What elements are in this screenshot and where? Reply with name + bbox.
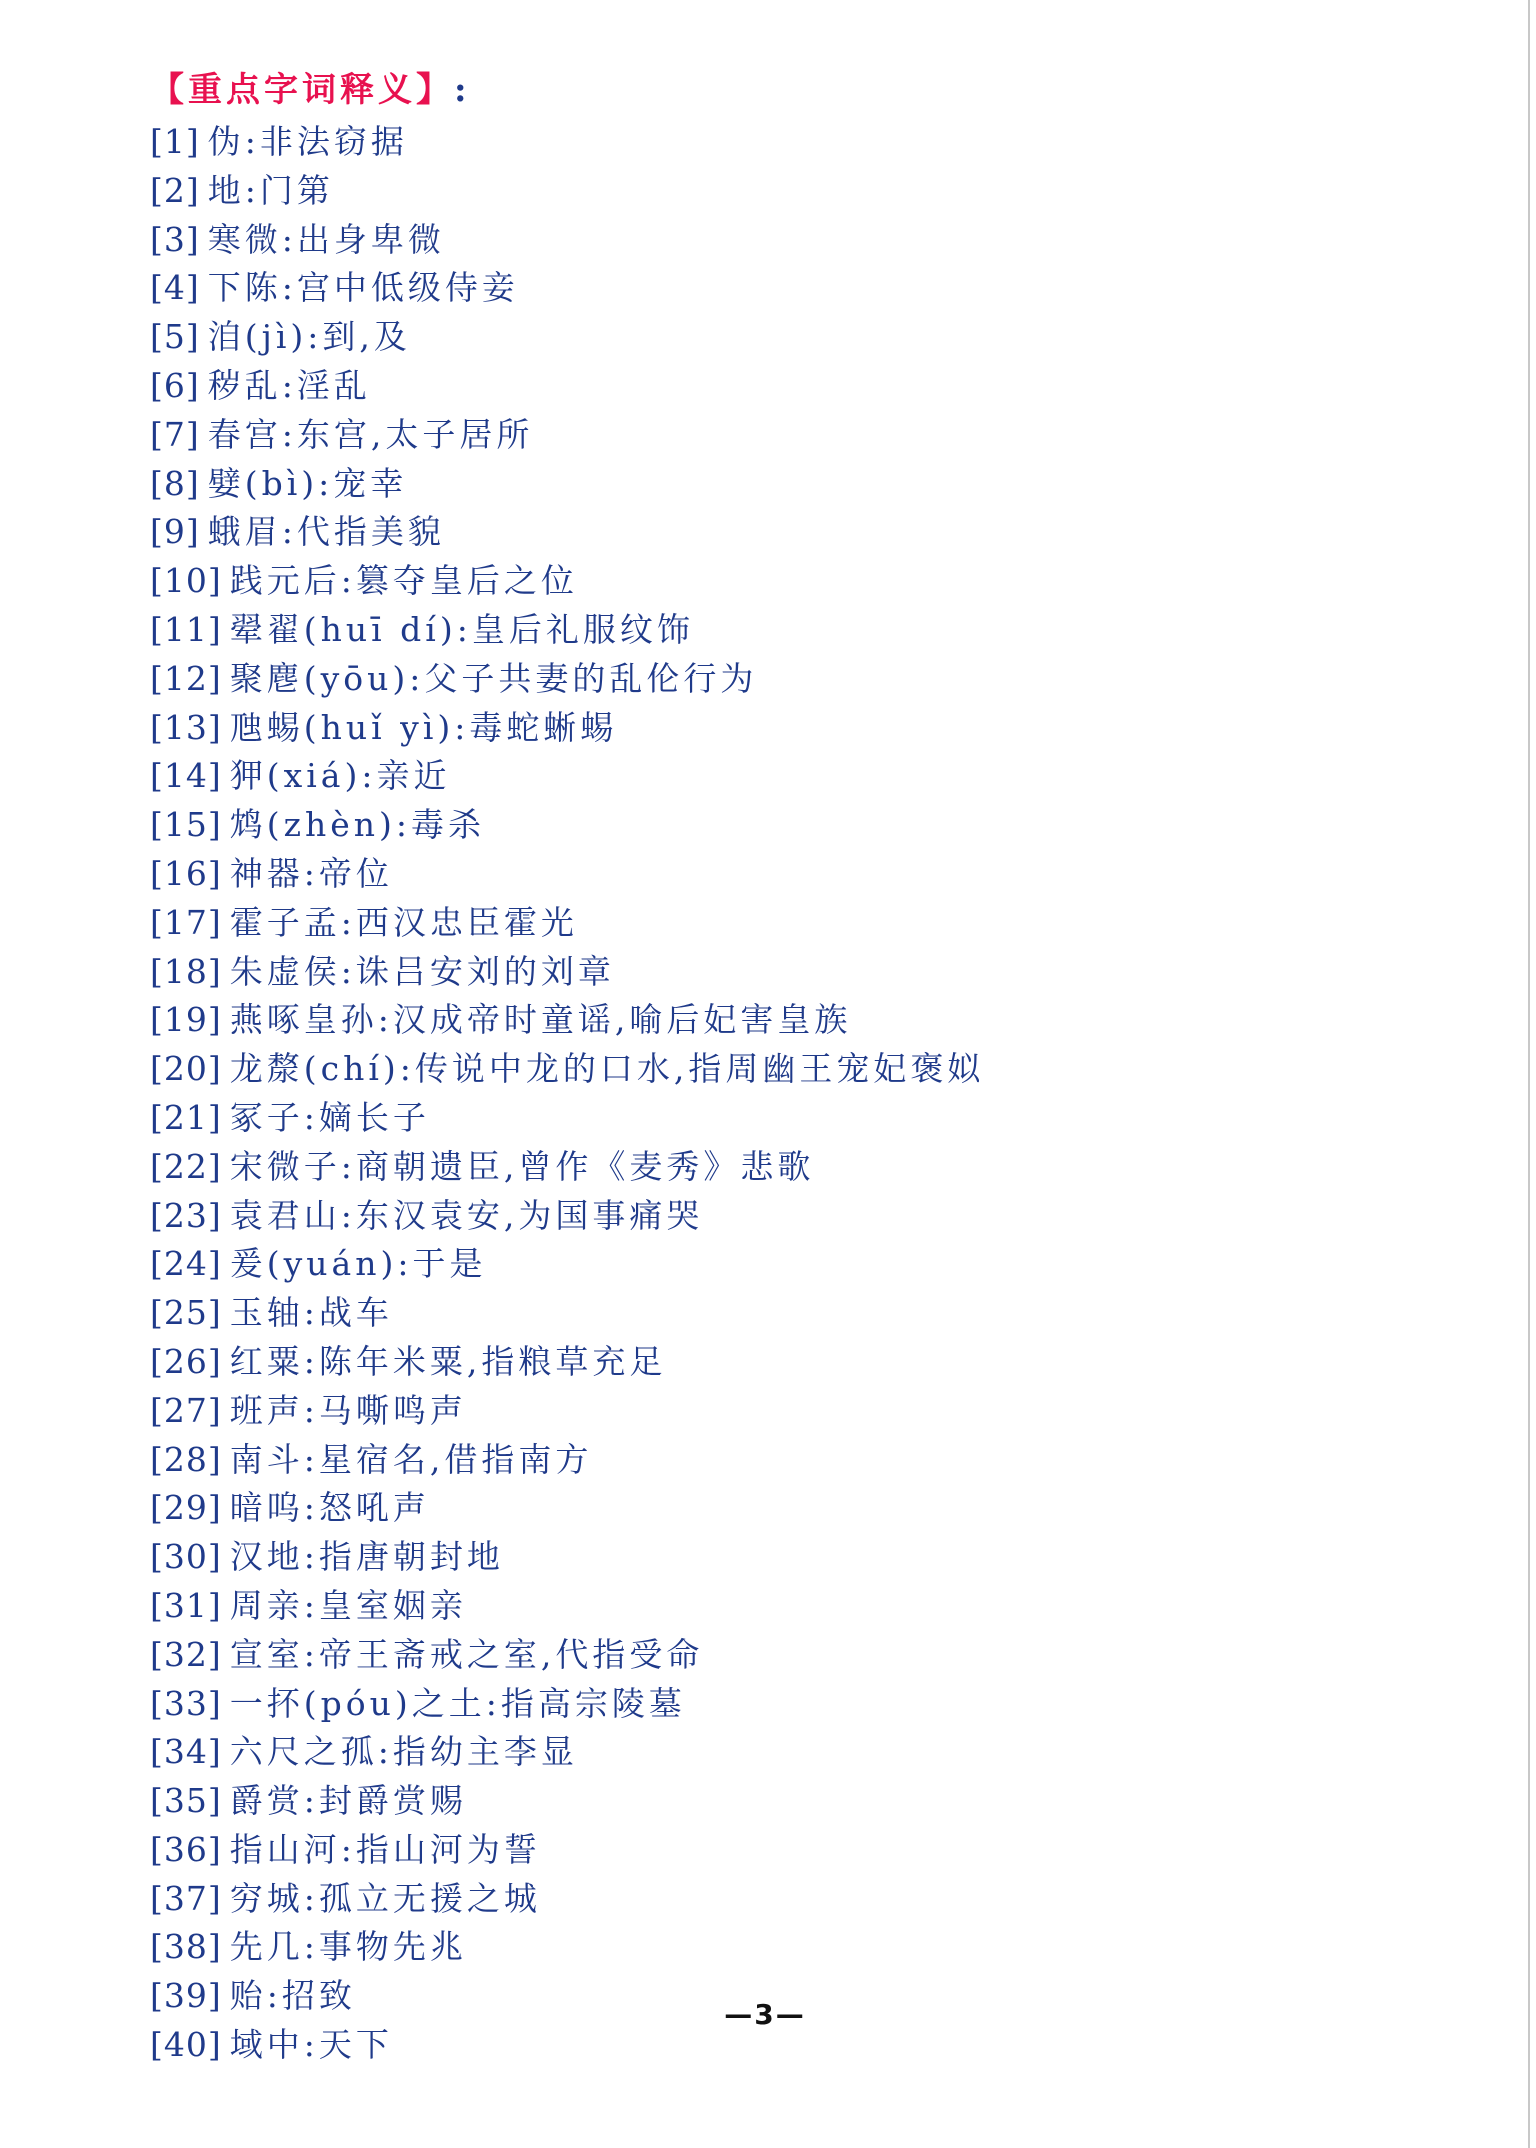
section-heading-colon: :: [454, 70, 471, 110]
entry-number: [33]: [150, 1683, 222, 1723]
entry-number: [23]: [150, 1195, 222, 1235]
entry-definition: 暗呜:怒吼声: [229, 1488, 430, 1528]
entry-number: [34]: [150, 1732, 222, 1772]
glossary-entry: [150, 1826, 984, 1875]
entry-definition: 周亲:皇室姻亲: [229, 1585, 467, 1625]
entry-definition: 爰(yuán):于是: [229, 1244, 487, 1284]
glossary-entry: [150, 1582, 984, 1631]
entry-definition: 燕啄皇孙:汉成帝时童谣,喻后妃害皇族: [229, 1000, 852, 1040]
entry-definition: 域中:天下: [229, 2025, 393, 2065]
entry-number: [19]: [150, 1000, 222, 1040]
entry-number: [3]: [150, 219, 200, 259]
glossary-entry: [150, 1338, 984, 1387]
entry-number: [20]: [150, 1049, 222, 1089]
entry-number: [26]: [150, 1341, 222, 1381]
glossary-entry: [150, 1240, 984, 1289]
entry-definition: 六尺之孤:指幼主李显: [229, 1732, 578, 1772]
glossary-entry: [150, 1875, 984, 1924]
entry-definition: 翚翟(huī dí):皇后礼服纹饰: [229, 609, 694, 649]
entry-number: [40]: [150, 2025, 222, 2065]
glossary-entry: [150, 655, 984, 704]
glossary-entry: [150, 264, 984, 313]
glossary-entry: [150, 704, 984, 753]
glossary-entry: [150, 1143, 984, 1192]
entry-definition: 汉地:指唐朝封地: [229, 1537, 504, 1577]
glossary-entry: [150, 850, 984, 899]
entry-number: [9]: [150, 512, 200, 552]
entry-definition: 寒微:出身卑微: [207, 219, 445, 259]
glossary-entry: [150, 313, 984, 362]
entry-definition: 指山河:指山河为誓: [229, 1829, 541, 1869]
entry-definition: 春宫:东宫,太子居所: [207, 414, 534, 454]
glossary-entry: [150, 1094, 984, 1143]
entry-number: [25]: [150, 1293, 222, 1333]
entry-number: [37]: [150, 1878, 222, 1918]
entry-definition: 贻:招致: [229, 1976, 356, 2016]
glossary-entry: [150, 1777, 984, 1826]
entry-definition: 南斗:星宿名,借指南方: [229, 1439, 593, 1479]
entry-number: [16]: [150, 853, 222, 893]
entry-number: [17]: [150, 902, 222, 942]
entry-number: [13]: [150, 707, 222, 747]
glossary-entry: [150, 1680, 984, 1729]
glossary-entry: [150, 167, 984, 216]
glossary-entry: [150, 460, 984, 509]
entry-definition: 袁君山:东汉袁安,为国事痛哭: [229, 1195, 704, 1235]
glossary-list: [150, 118, 984, 2070]
entry-number: [1]: [150, 122, 200, 161]
section-heading: [150, 66, 471, 114]
entry-number: [15]: [150, 805, 222, 845]
entry-number: [38]: [150, 1927, 222, 1967]
glossary-entry: [150, 508, 984, 557]
entry-number: [7]: [150, 414, 200, 454]
entry-definition: 地:门第: [207, 170, 334, 210]
glossary-entry: [150, 1533, 984, 1582]
entry-definition: 冢子:嫡长子: [229, 1097, 430, 1137]
glossary-entry: [150, 1923, 984, 1972]
entry-definition: 下陈:宫中低级侍妾: [207, 268, 519, 308]
entry-definition: 狎(xiá):亲近: [229, 756, 451, 796]
entry-definition: 宋微子:商朝遗臣,曾作《麦秀》悲歌: [229, 1146, 815, 1186]
entry-number: [11]: [150, 609, 222, 649]
glossary-entry: [150, 606, 984, 655]
entry-number: [28]: [150, 1439, 222, 1479]
entry-number: [6]: [150, 365, 200, 405]
entry-number: [39]: [150, 1976, 222, 2016]
entry-number: [32]: [150, 1634, 222, 1674]
entry-number: [30]: [150, 1537, 222, 1577]
entry-definition: 聚麀(yōu):父子共妻的乱伦行为: [229, 658, 758, 698]
entry-definition: 红粟:陈年米粟,指粮草充足: [229, 1341, 667, 1381]
entry-number: [36]: [150, 1829, 222, 1869]
entry-definition: 玉轴:战车: [229, 1293, 393, 1333]
entry-definition: 秽乱:淫乱: [207, 365, 371, 405]
glossary-entry: [150, 557, 984, 606]
entry-definition: 神器:帝位: [229, 853, 393, 893]
entry-definition: 朱虚侯:诛吕安刘的刘章: [229, 951, 615, 991]
glossary-entry: [150, 1045, 984, 1094]
glossary-entry: [150, 1436, 984, 1485]
entry-number: [8]: [150, 463, 200, 503]
entry-definition: 洎(jì):到,及: [207, 317, 411, 357]
entry-number: [12]: [150, 658, 222, 698]
glossary-entry: [150, 1484, 984, 1533]
entry-number: [5]: [150, 317, 200, 357]
glossary-entry: [150, 216, 984, 265]
page-number: —3—: [724, 1998, 806, 2031]
entry-number: [18]: [150, 951, 222, 991]
entry-number: [22]: [150, 1146, 222, 1186]
entry-definition: 鸩(zhèn):毒杀: [229, 805, 486, 845]
glossary-entry: [150, 752, 984, 801]
entry-definition: 穷城:孤立无援之城: [229, 1878, 541, 1918]
entry-number: [24]: [150, 1244, 222, 1284]
entry-definition: 践元后:篡夺皇后之位: [229, 561, 578, 601]
entry-number: [21]: [150, 1097, 222, 1137]
entry-number: [14]: [150, 756, 222, 796]
glossary-entry: [150, 1631, 984, 1680]
entry-definition: 班声:马嘶鸣声: [229, 1390, 467, 1430]
section-heading-text: 【重点字词释义】: [150, 70, 454, 110]
glossary-entry: [150, 362, 984, 411]
glossary-entry: [150, 948, 984, 997]
glossary-entry: [150, 996, 984, 1045]
glossary-entry: [150, 1728, 984, 1777]
entry-definition: 霍子孟:西汉忠臣霍光: [229, 902, 578, 942]
entry-definition: 一抔(póu)之土:指高宗陵墓: [229, 1683, 686, 1723]
entry-definition: 蛾眉:代指美貌: [207, 512, 445, 552]
entry-definition: 虺蜴(huǐ yì):毒蛇蜥蜴: [229, 707, 618, 747]
entry-number: [27]: [150, 1390, 222, 1430]
entry-definition: 爵赏:封爵赏赐: [229, 1781, 467, 1821]
entry-number: [31]: [150, 1585, 222, 1625]
glossary-entry: [150, 1387, 984, 1436]
glossary-entry: [150, 1289, 984, 1338]
entry-number: [35]: [150, 1781, 222, 1821]
entry-number: [4]: [150, 268, 200, 308]
glossary-entry: [150, 899, 984, 948]
glossary-entry: [150, 118, 984, 167]
entry-definition: 宣室:帝王斋戒之室,代指受命: [229, 1634, 704, 1674]
entry-definition: 伪:非法窃据: [207, 122, 408, 161]
entry-number: [2]: [150, 170, 200, 210]
entry-definition: 嬖(bì):宠幸: [207, 463, 408, 503]
entry-definition: 先几:事物先兆: [229, 1927, 467, 1967]
glossary-entry: [150, 411, 984, 460]
entry-definition: 龙漦(chí):传说中龙的口水,指周幽王宠妃褒姒: [229, 1049, 985, 1089]
entry-number: [10]: [150, 561, 222, 601]
glossary-entry: [150, 801, 984, 850]
glossary-entry: [150, 1192, 984, 1241]
entry-number: [29]: [150, 1488, 222, 1528]
